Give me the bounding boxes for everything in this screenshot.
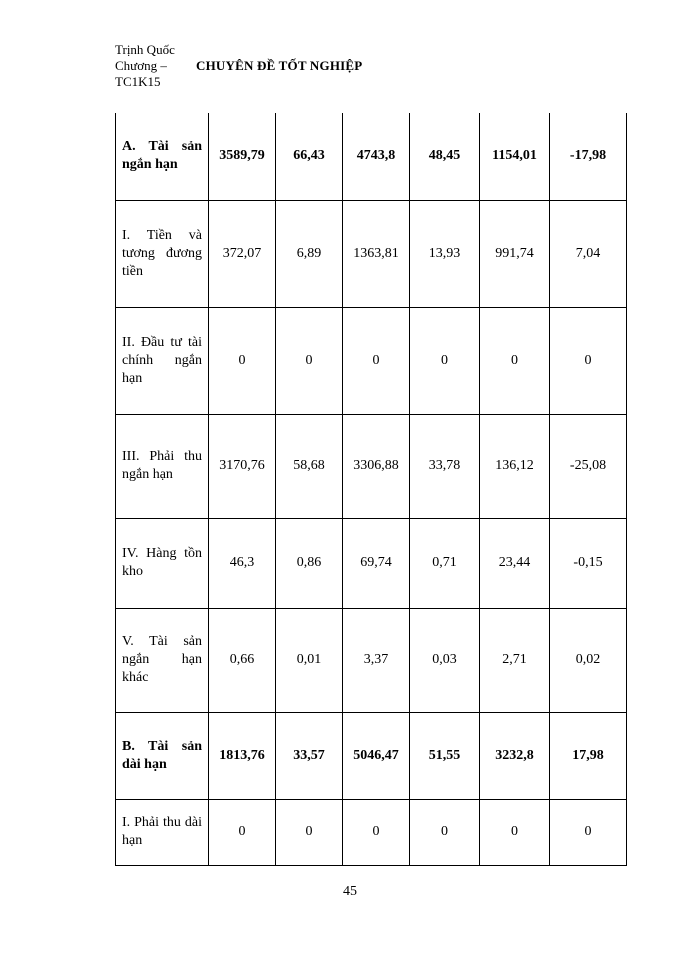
table-row bbox=[116, 200, 627, 307]
table-cell: 2,71 bbox=[480, 608, 550, 712]
balance-sheet-table bbox=[115, 113, 627, 866]
table-cell: 0,02 bbox=[550, 608, 627, 712]
table-cell: 33,78 bbox=[410, 414, 480, 518]
author-line: TC1K15 bbox=[115, 74, 161, 89]
table-cell: -0,15 bbox=[550, 518, 627, 608]
table-cell: 17,98 bbox=[550, 712, 627, 799]
table-cell: 991,74 bbox=[480, 200, 550, 307]
table-cell: 0 bbox=[209, 307, 276, 414]
table-cell: 51,55 bbox=[410, 712, 480, 799]
table-row bbox=[116, 608, 627, 712]
table-cell: 0,01 bbox=[276, 608, 343, 712]
table-cell: -17,98 bbox=[550, 113, 627, 200]
table-row bbox=[116, 307, 627, 414]
row-label: I. Tiền và tương đương tiền bbox=[116, 200, 209, 307]
table-cell: 48,45 bbox=[410, 113, 480, 200]
table-cell: 0,86 bbox=[276, 518, 343, 608]
table-cell: 3306,88 bbox=[343, 414, 410, 518]
table-cell: 1363,81 bbox=[343, 200, 410, 307]
row-label: I. Phải thu dài hạn bbox=[116, 799, 209, 865]
table-cell: 0 bbox=[550, 799, 627, 865]
table-row bbox=[116, 799, 627, 865]
table-cell: 0 bbox=[480, 799, 550, 865]
table-cell: 1813,76 bbox=[209, 712, 276, 799]
table-cell: 0 bbox=[343, 799, 410, 865]
table-cell: 0 bbox=[410, 799, 480, 865]
table-cell: 7,04 bbox=[550, 200, 627, 307]
table-cell: 3170,76 bbox=[209, 414, 276, 518]
table-row bbox=[116, 518, 627, 608]
table-cell: 0,71 bbox=[410, 518, 480, 608]
table-row bbox=[116, 113, 627, 200]
table-cell: 0,03 bbox=[410, 608, 480, 712]
row-label: A. Tài sản ngắn hạn bbox=[116, 113, 209, 200]
table-cell: 69,74 bbox=[343, 518, 410, 608]
table-cell: 3589,79 bbox=[209, 113, 276, 200]
table-cell: -25,08 bbox=[550, 414, 627, 518]
table-cell: 23,44 bbox=[480, 518, 550, 608]
table-cell: 0 bbox=[276, 307, 343, 414]
table-cell: 66,43 bbox=[276, 113, 343, 200]
row-label: B. Tài sản dài hạn bbox=[116, 712, 209, 799]
row-label: IV. Hàng tồn kho bbox=[116, 518, 209, 608]
document-title: CHUYÊN ĐỀ TỐT NGHIỆP bbox=[196, 58, 363, 73]
table-cell: 0 bbox=[410, 307, 480, 414]
author-block bbox=[115, 42, 195, 90]
table-cell: 0 bbox=[276, 799, 343, 865]
table-row bbox=[116, 414, 627, 518]
table-cell: 0 bbox=[550, 307, 627, 414]
page-number: 45 bbox=[343, 884, 357, 899]
table-cell: 58,68 bbox=[276, 414, 343, 518]
table-cell: 3,37 bbox=[343, 608, 410, 712]
table-cell: 372,07 bbox=[209, 200, 276, 307]
table-cell: 4743,8 bbox=[343, 113, 410, 200]
table-cell: 0 bbox=[480, 307, 550, 414]
table-cell: 33,57 bbox=[276, 712, 343, 799]
row-label: III. Phải thu ngắn hạn bbox=[116, 414, 209, 518]
author-line: Trịnh Quốc bbox=[115, 42, 175, 57]
table-row bbox=[116, 712, 627, 799]
table-cell: 136,12 bbox=[480, 414, 550, 518]
table-cell: 13,93 bbox=[410, 200, 480, 307]
row-label: II. Đầu tư tài chính ngắn hạn bbox=[116, 307, 209, 414]
table-cell: 0,66 bbox=[209, 608, 276, 712]
table-cell: 3232,8 bbox=[480, 712, 550, 799]
row-label: V. Tài sản ngắn hạn khác bbox=[116, 608, 209, 712]
table-cell: 46,3 bbox=[209, 518, 276, 608]
table-cell: 0 bbox=[209, 799, 276, 865]
table-cell: 1154,01 bbox=[480, 113, 550, 200]
author-line: Chương – bbox=[115, 58, 167, 73]
table-cell: 0 bbox=[343, 307, 410, 414]
table-cell: 6,89 bbox=[276, 200, 343, 307]
table-cell: 5046,47 bbox=[343, 712, 410, 799]
